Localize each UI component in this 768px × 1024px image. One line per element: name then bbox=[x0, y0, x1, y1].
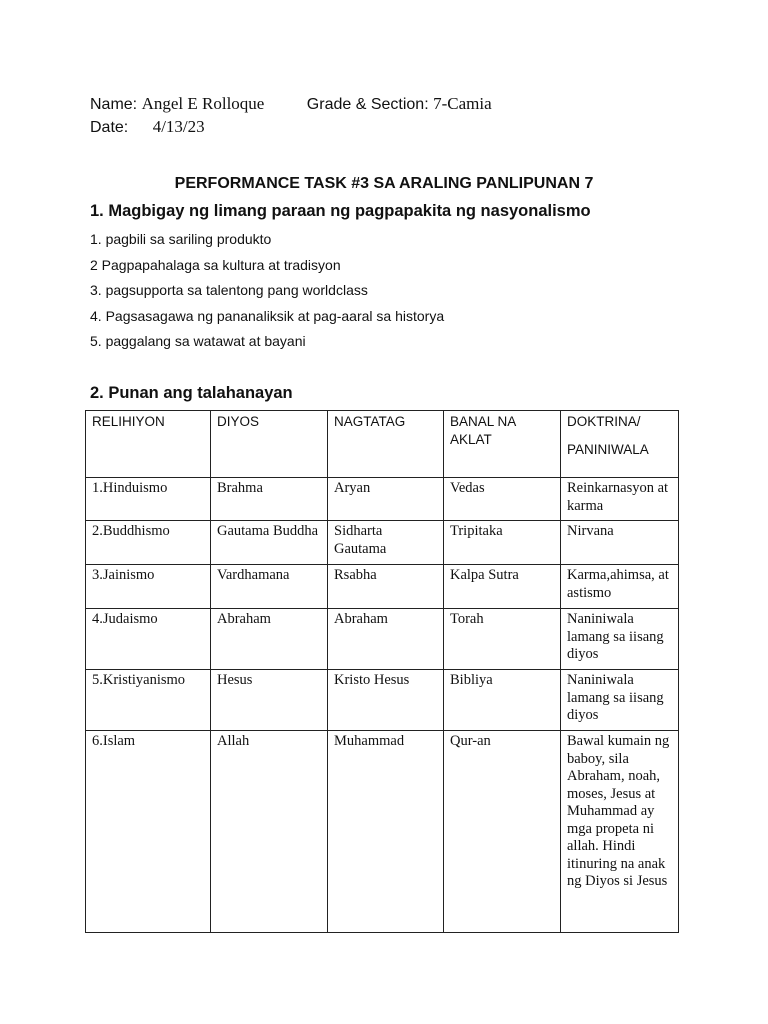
name-value: Angel E Rolloque bbox=[141, 94, 265, 113]
header-diyos: DIYOS bbox=[211, 411, 328, 478]
table-cell: Naniniwala lamang sa iisang diyos bbox=[561, 670, 679, 731]
table-cell: Bibliya bbox=[444, 670, 561, 731]
table-cell: Vedas bbox=[444, 478, 561, 521]
header-doktrina-paniniwala bbox=[561, 411, 679, 478]
header-nagtatag: NAGTATAG bbox=[328, 411, 444, 478]
table-cell: Kristo Hesus bbox=[328, 670, 444, 731]
task-title: PERFORMANCE TASK #3 SA ARALING PANLIPUNAN 7 bbox=[174, 175, 594, 192]
table-cell: Vardhamana bbox=[211, 565, 328, 609]
table-cell: Hesus bbox=[211, 670, 328, 731]
table-row bbox=[86, 731, 679, 933]
table-cell: Muhammad bbox=[328, 731, 444, 933]
table-row bbox=[86, 609, 679, 670]
table-cell: Kalpa Sutra bbox=[444, 565, 561, 609]
table-cell: Rsabha bbox=[328, 565, 444, 609]
table-cell: Tripitaka bbox=[444, 521, 561, 565]
table-cell: 3.Jainismo bbox=[86, 565, 211, 609]
list-item: 3. pagsupporta sa talentong pang worldclass bbox=[90, 282, 368, 298]
table-cell: Qur-an bbox=[444, 731, 561, 933]
table-cell: Abraham bbox=[211, 609, 328, 670]
header-date-line bbox=[90, 117, 205, 137]
table-cell: 4.Judaismo bbox=[86, 609, 211, 670]
name-label: Name: bbox=[90, 96, 138, 113]
table-header-row bbox=[86, 411, 679, 478]
table-cell: 2.Buddhismo bbox=[86, 521, 211, 565]
table-row bbox=[86, 670, 679, 731]
table-cell: Abraham bbox=[328, 609, 444, 670]
header-relihiyon: RELIHIYON bbox=[86, 411, 211, 478]
table-cell: Reinkarnasyon at karma bbox=[561, 478, 679, 521]
table-row bbox=[86, 521, 679, 565]
table-cell: Karma,ahimsa, at astismo bbox=[561, 565, 679, 609]
date-value: 4/13/23 bbox=[152, 117, 205, 136]
table-cell: Torah bbox=[444, 609, 561, 670]
question1-title: 1. Magbigay ng limang paraan ng pagpapakita ng nasyonalismo bbox=[90, 202, 591, 220]
header-doktrina: DOKTRINA/ bbox=[567, 414, 641, 429]
nationalism-answer-list bbox=[90, 229, 444, 357]
table-row bbox=[86, 478, 679, 521]
header-banal-na-aklat: BANAL NA AKLAT bbox=[444, 411, 561, 478]
table-row bbox=[86, 565, 679, 609]
table-cell: Brahma bbox=[211, 478, 328, 521]
table-cell: 5.Kristiyanismo bbox=[86, 670, 211, 731]
header-paniniwala: PANINIWALA bbox=[567, 442, 649, 457]
grade-section-value: 7-Camia bbox=[433, 94, 492, 113]
list-item: 5. paggalang sa watawat at bayani bbox=[90, 333, 306, 349]
religion-table bbox=[85, 410, 679, 933]
table-cell: Allah bbox=[211, 731, 328, 933]
table-cell: Aryan bbox=[328, 478, 444, 521]
list-item: 4. Pagsasagawa ng pananaliksik at pag-aaral sa historya bbox=[90, 307, 445, 324]
table-cell: Naniniwala lamang sa iisang diyos bbox=[561, 609, 679, 670]
table-cell: Gautama Buddha bbox=[211, 521, 328, 565]
list-item: 1. pagbili sa sariling produkto bbox=[90, 231, 272, 247]
table-cell: Nirvana bbox=[561, 521, 679, 565]
table-cell: 1.Hinduismo bbox=[86, 478, 211, 521]
header-name-grade-line bbox=[90, 94, 492, 114]
table-cell: 6.Islam bbox=[86, 731, 211, 933]
question2-title: 2. Punan ang talahanayan bbox=[90, 384, 293, 402]
date-label: Date: bbox=[90, 119, 129, 136]
table-cell: Sidharta Gautama bbox=[328, 521, 444, 565]
grade-section-label: Grade & Section: bbox=[306, 96, 429, 113]
list-item: 2 Pagpapahalaga sa kultura at tradisyon bbox=[90, 256, 341, 273]
table-cell: Bawal kumain ng baboy, sila Abraham, noah, moses, Jesus at Muhammad ay mga propeta ni allah. Hindi itinuring na anak ng Diyos si Jesus bbox=[561, 731, 679, 933]
